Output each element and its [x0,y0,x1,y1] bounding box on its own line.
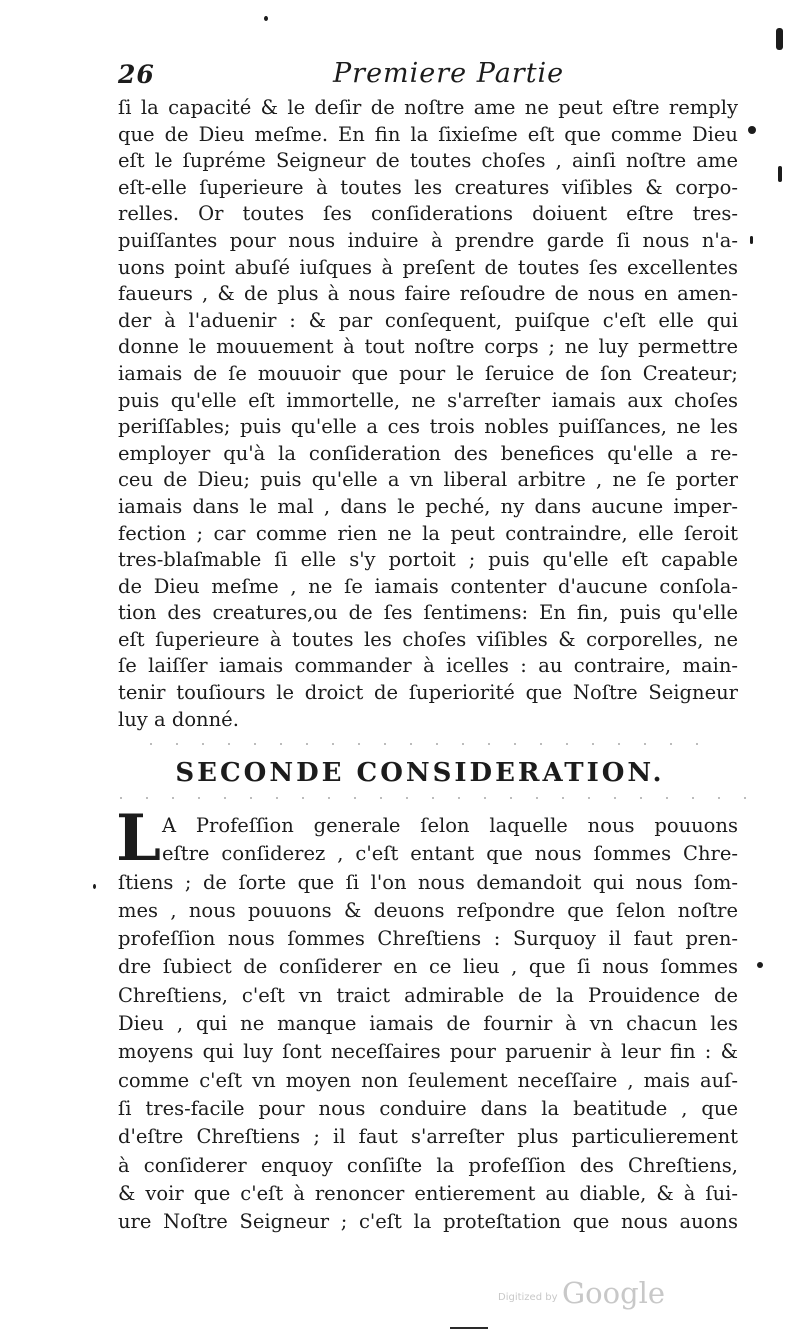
drop-cap: L [116,801,161,876]
text-line: dre ſubiect de conſiderer en ce lieu , que ſi nous ſommes [118,955,738,979]
text-line: ſe laiſſer iamais commander à icelles : au contraire, main- [118,654,738,678]
page-header [118,56,738,96]
text-line: profeſſion nous ſommes Chreſtiens : Surquoy il faut pren- [118,927,738,951]
text-line: faueurs , & de plus à nous faire reſoudre de nous en amen- [118,282,738,306]
ink-speck [778,166,782,182]
page-bottom-rule [450,1327,488,1329]
text-line: & voir que c'eſt à renoncer entierement au diable, & à ſui- [118,1181,738,1205]
text-line: Chreſtiens, c'eſt vn traict admirable de la Prouidence de [118,983,738,1007]
text-line: employer qu'à la conſideration des benefices qu'elle a re- [118,441,738,465]
text-line: relles. Or toutes ſes conſiderations doiuent eſtre tres- [118,202,738,226]
text-line: ſi tres-facile pour nous conduire dans la beatitude , que [118,1096,738,1120]
section-heading: SECONDE CONSIDERATION. [175,758,665,788]
text-line: der à l'aduenir : & par conſequent, puiſque c'eſt elle qui [118,308,738,332]
text-line: tenir touſiours le droict de ſuperiorité que Noſtre Seigneur [118,681,738,705]
text-line: ſi la capacité & le deſir de noſtre ame ne peut eſtre remply [118,96,738,119]
text-line: eſtre conſiderez , c'eſt entant que nous ſommes Chre- [162,842,738,866]
google-logo: Google [562,1276,666,1310]
text-line: de Dieu meſme , ne ſe iamais contenter d'aucune conſola- [118,574,738,598]
text-line: donne le mouuement à tout noſtre corps ; ne luy permettre [118,335,738,359]
text-line: comme c'eſt vn moyen non ſeulement neceſſaire , mais auſ- [118,1068,738,1092]
text-line: ceu de Dieu; puis qu'elle a vn liberal arbitre , ne ſe porter [118,468,738,492]
print-specks [120,797,750,799]
text-line: à conſiderer enquoy conſiſte la profeſſion des Chreſtiens, [118,1153,738,1177]
ink-speck [264,16,268,21]
text-line: fection ; car comme rien ne la peut contraindre, elle ſeroit [118,521,738,545]
text-line: A Profeſſion generale ſelon laquelle nous pouuons [162,814,738,837]
text-line: eſt le ſupréme Seigneur de toutes choſes , ainſi noſtre ame [118,149,738,173]
text-line: ure Noſtre Seigneur ; c'eſt la proteſtation que nous auons [118,1210,738,1234]
text-line: tion des creatures,ou de ſes ſentimens: En fin, puis qu'elle [118,601,738,625]
watermark-prefix: Digitized by [498,1292,558,1303]
text-line: Dieu , qui ne manque iamais de fournir à vn chacun les [118,1012,738,1036]
digitization-watermark [498,1276,678,1312]
ink-speck [93,884,96,889]
text-line: eſt ſuperieure à toutes les choſes viſibles & corporelles, ne [118,627,738,651]
text-line: luy a donné. [118,707,239,731]
text-line: puiſſantes pour nous induire à prendre garde ſi nous n'a- [118,228,738,252]
ink-speck [776,28,783,50]
text-line: periſſables; puis qu'elle a ces trois nobles puiſſances, ne les [118,415,738,439]
text-line: moyens qui luy ſont neceſſaires pour paruenir à leur fin : & [118,1040,738,1064]
running-title: Premiere Partie [333,58,565,89]
page-number: 26 [118,60,155,89]
text-line: uons point abuſé iuſques à preſent de toutes ſes excellentes [118,255,738,279]
text-line: ſtiens ; de ſorte que ſi l'on nous demandoit qui nous ſom- [118,870,738,894]
text-line: que de Dieu meſme. En fin la ſixieſme eſt que comme Dieu [118,122,738,146]
paragraph-first [118,95,738,733]
print-specks [150,743,710,745]
ink-speck [748,126,756,134]
text-line: tres-blaſmable ſi elle s'y portoit ; puis qu'elle eſt capable [118,548,738,572]
text-line: puis qu'elle eſt immortelle, ne s'arreſter iamais aux choſes [118,388,738,412]
ink-speck [750,236,753,244]
text-line: d'eſtre Chreſtiens ; il faut s'arreſter plus particulierement [118,1125,738,1149]
paragraph-second [118,812,738,1236]
ink-speck [757,962,763,968]
text-line: mes , nous pouuons & deuons reſpondre que ſelon noſtre [118,898,738,922]
text-line: iamais de ſe mouuoir que pour le ſeruice de ſon Createur; [118,361,738,385]
text-line: eſt-elle ſuperieure à toutes les creatures viſibles & corpo- [118,175,738,199]
text-line: iamais dans le mal , dans le peché, ny dans aucune imper- [118,494,738,518]
